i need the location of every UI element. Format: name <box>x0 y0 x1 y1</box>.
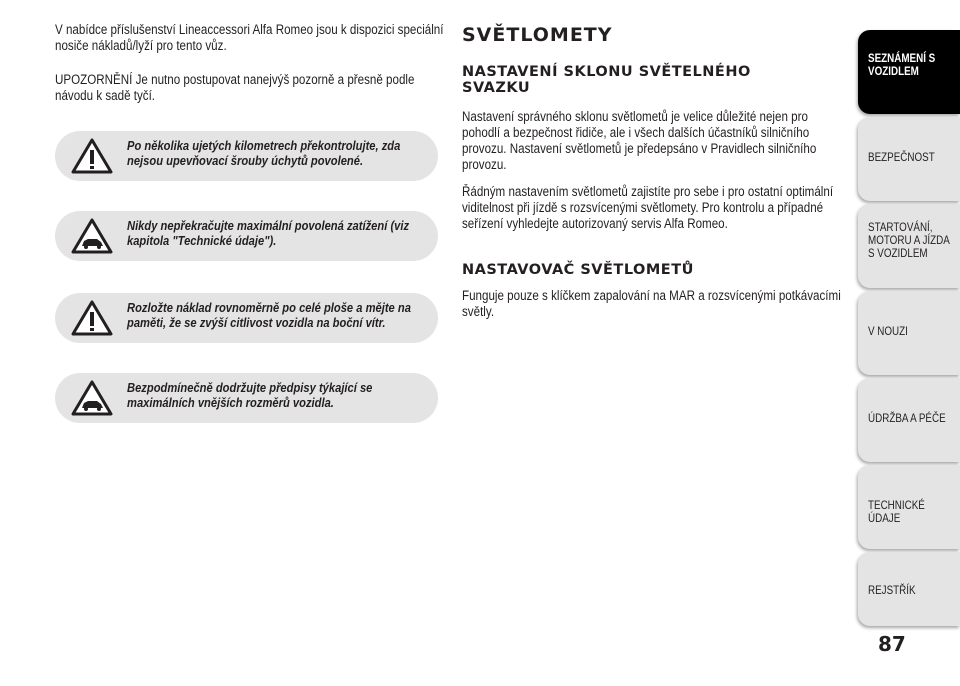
tab-emergency[interactable] <box>858 291 960 375</box>
tab-maintenance[interactable] <box>858 378 960 462</box>
warning-box-1 <box>55 131 438 181</box>
tab-label: SEZNÁMENÍ S VOZIDLEM <box>868 51 936 78</box>
warning-triangle-icon <box>71 300 113 336</box>
tab-label: BEZPEČNOST <box>868 150 935 164</box>
intro-paragraph: V nabídce příslušenství Lineaccessori Alfa Romeo jsou k dispozici speciální nosiče nákladů/lyží pro tento vůz. <box>55 22 444 53</box>
tab-label: TECHNICKÉ ÚDAJE <box>868 498 925 525</box>
tab-label: ÚDRŽBA A PÉČE <box>868 411 946 425</box>
tab-technical-data[interactable] <box>858 465 960 549</box>
headlight-tilt-paragraph-2: Řádným nastavením světlometů zajistíte pro sebe i pro ostatní optimální viditelnost při jízdě s rozsvícenými světlomety. Pro kontrolu a případné seřízení vyhledejte autorizovaný servis Alfa Romeo. <box>462 184 834 231</box>
warning-box-3 <box>55 293 438 343</box>
tab-safety[interactable] <box>858 117 960 201</box>
tab-label: STARTOVÁNÍ, MOTORU A JÍZDA S VOZIDLEM <box>868 220 950 260</box>
warning-text-3: Rozložte náklad rovnoměrně po celé ploše a mějte na paměti, že se zvýší citlivost vozidla na boční vítr. <box>127 300 411 330</box>
page-number: 87 <box>878 632 906 656</box>
warning-triangle-icon <box>71 138 113 174</box>
car-warning-triangle-icon <box>71 380 113 416</box>
subsection-heading-headlight-tilt: NASTAVENÍ SKLONU SVĚTELNÉHO SVAZKU <box>462 64 751 96</box>
tab-starting-and-driving[interactable] <box>858 204 960 288</box>
section-title: SVĚTLOMETY <box>462 24 613 46</box>
headlight-tilt-paragraph-1: Nastavení správného sklonu světlometů je velice důležité nejen pro pohodlí a bezpečnost řidiče, ale i všech dalších účastníků silničního provozu. Nastavení světlometů je předepsáno v Pravidlech silničního provozu. <box>462 109 817 172</box>
tab-getting-to-know-vehicle[interactable] <box>858 30 960 114</box>
warning-text-4: Bezpodmínečně dodržujte předpisy týkající se maximálních vnějších rozměrů vozidla. <box>127 380 373 410</box>
tab-label: V NOUZI <box>868 324 908 338</box>
car-warning-triangle-icon <box>71 218 113 254</box>
warning-text-2: Nikdy nepřekračujte maximální povolená zatížení (viz kapitola "Technické údaje"). <box>127 218 410 248</box>
tab-label: REJSTŘÍK <box>868 583 916 597</box>
subsection-heading-headlight-adjuster: NASTAVOVAČ SVĚTLOMETŮ <box>462 262 694 278</box>
warning-box-4 <box>55 373 438 423</box>
headlight-adjuster-paragraph: Funguje pouze s klíčkem zapalování na MAR a rozsvícenými potkávacími světly. <box>462 288 841 319</box>
warning-note-paragraph: UPOZORNĚNÍ Je nutno postupovat nanejvýš pozorně a přesně podle návodu k sadě tyčí. <box>55 72 415 103</box>
warning-text-1: Po několika ujetých kilometrech překontrolujte, zda nejsou upevňovací šrouby úchytů povolené. <box>127 138 401 168</box>
warning-box-2 <box>55 211 438 261</box>
tab-index[interactable] <box>858 552 960 626</box>
